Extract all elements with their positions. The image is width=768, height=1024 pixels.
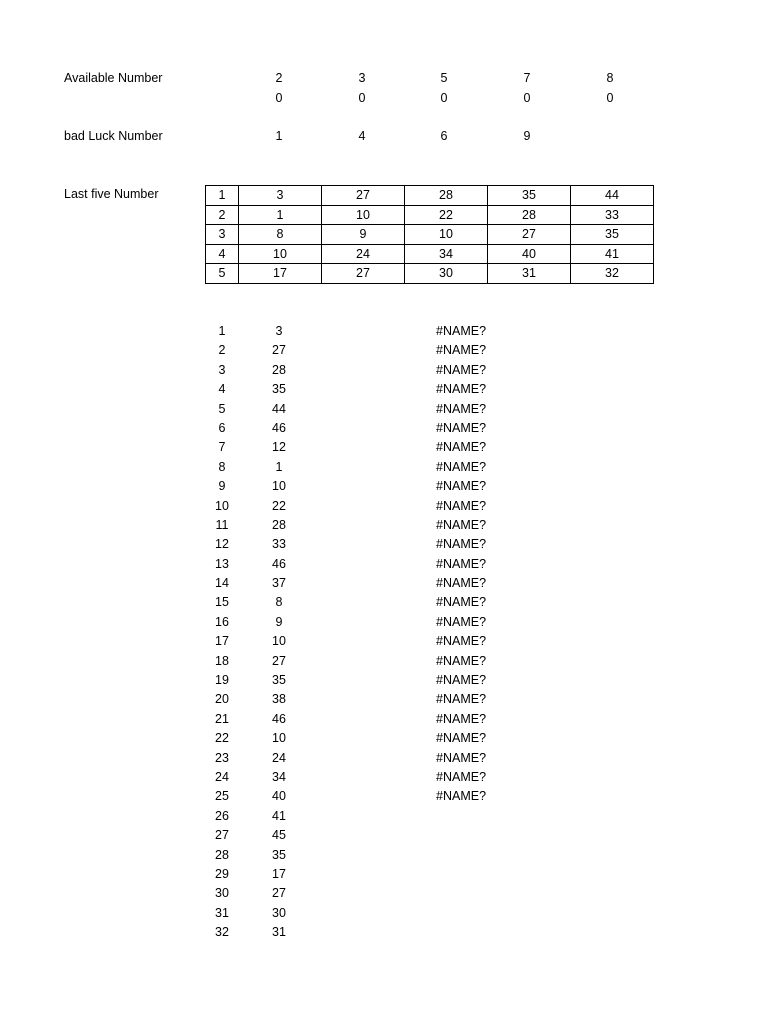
- sequence-index: 28: [215, 847, 229, 862]
- list-item: [200, 846, 500, 865]
- sequence-index: 5: [218, 401, 226, 416]
- sequence-index: 25: [215, 789, 229, 804]
- list-item: [200, 497, 500, 516]
- sequence-value: 28: [272, 362, 286, 377]
- formula-error-cell: #NAME?: [436, 576, 487, 591]
- table-cell: 41: [571, 244, 654, 264]
- sequence-value: 46: [272, 711, 286, 726]
- sequence-value: 27: [272, 886, 286, 901]
- table-cell: 3: [206, 225, 239, 245]
- sequence-index: 18: [215, 653, 229, 668]
- table-cell: 2: [206, 205, 239, 225]
- sequence-index: 11: [215, 517, 229, 532]
- sequence-index: 1: [218, 324, 226, 338]
- sequence-index: 16: [215, 614, 229, 629]
- bad-luck-number-cell: 9: [523, 129, 531, 143]
- table-cell: 17: [239, 264, 322, 284]
- list-item: [200, 749, 500, 768]
- table-cell: 35: [488, 186, 571, 206]
- sequence-value: 24: [272, 750, 286, 765]
- available-number-cell: 5: [440, 71, 448, 85]
- sequence-index: 8: [218, 459, 226, 474]
- table-cell: 24: [322, 244, 405, 264]
- last-five-table: [205, 185, 654, 284]
- table-cell: 9: [322, 225, 405, 245]
- available-number-label: Available Number: [64, 71, 163, 85]
- formula-error-cell: #NAME?: [436, 343, 487, 358]
- sequence-value: 31: [272, 925, 286, 940]
- sequence-index: 13: [215, 556, 229, 571]
- formula-error-cell: #NAME?: [436, 382, 487, 397]
- list-item: [200, 341, 500, 360]
- table-cell: 10: [322, 205, 405, 225]
- table-cell: 35: [571, 225, 654, 245]
- formula-error-cell: #NAME?: [436, 401, 487, 416]
- last-five-number-label: Last five Number: [64, 187, 159, 201]
- sequence-value: 17: [272, 866, 286, 881]
- sequence-value: 37: [272, 576, 286, 591]
- sequence-value: 35: [272, 673, 286, 688]
- bad-luck-number-cell: 1: [275, 129, 283, 143]
- table-cell: 5: [206, 264, 239, 284]
- sequence-index: 12: [215, 537, 229, 552]
- table-cell: 34: [405, 244, 488, 264]
- list-item: [200, 380, 500, 399]
- list-item: [200, 477, 500, 496]
- sequence-value: 27: [272, 343, 286, 358]
- sequence-value: 35: [272, 382, 286, 397]
- sequence-value: 9: [275, 614, 283, 629]
- list-item: [200, 516, 500, 535]
- formula-error-cell: #NAME?: [436, 479, 487, 494]
- table-row: [206, 225, 654, 245]
- table-cell: 31: [488, 264, 571, 284]
- formula-error-cell: #NAME?: [436, 440, 487, 455]
- list-item: [200, 826, 500, 845]
- sequence-value: 27: [272, 653, 286, 668]
- sequence-value: 35: [272, 847, 286, 862]
- table-cell: 27: [322, 264, 405, 284]
- sequence-value: 45: [272, 828, 286, 843]
- list-item: [200, 807, 500, 826]
- list-item: [200, 438, 500, 457]
- table-row: [206, 244, 654, 264]
- bad-luck-number-label: bad Luck Number: [64, 129, 163, 143]
- list-item: [200, 555, 500, 574]
- available-count-cell: 0: [606, 91, 614, 105]
- sequence-value: 12: [272, 440, 286, 455]
- sequence-value: 22: [272, 498, 286, 513]
- sequence-index: 17: [215, 634, 229, 649]
- list-item: [200, 865, 500, 884]
- table-row: [206, 264, 654, 284]
- sequence-value: 28: [272, 517, 286, 532]
- formula-error-cell: #NAME?: [436, 498, 487, 513]
- formula-error-cell: #NAME?: [436, 789, 487, 804]
- table-row: [206, 186, 654, 206]
- table-cell: 27: [488, 225, 571, 245]
- formula-error-cell: #NAME?: [436, 750, 487, 765]
- table-cell: 27: [322, 186, 405, 206]
- table-cell: 32: [571, 264, 654, 284]
- sequence-value: 46: [272, 556, 286, 571]
- formula-error-cell: #NAME?: [436, 362, 487, 377]
- sequence-index: 4: [218, 382, 226, 397]
- sequence-value: 40: [272, 789, 286, 804]
- available-count-cell: 0: [523, 91, 531, 105]
- formula-error-cell: #NAME?: [436, 324, 487, 338]
- sequence-index: 32: [215, 925, 229, 940]
- formula-error-cell: #NAME?: [436, 459, 487, 474]
- sequence-index: 3: [218, 362, 226, 377]
- formula-error-cell: #NAME?: [436, 769, 487, 784]
- formula-error-cell: #NAME?: [436, 537, 487, 552]
- sequence-index: 10: [215, 498, 229, 513]
- table-cell: 28: [405, 186, 488, 206]
- formula-error-cell: #NAME?: [436, 711, 487, 726]
- sequence-value: 34: [272, 769, 286, 784]
- available-number-cell: 3: [358, 71, 366, 85]
- list-item: [200, 535, 500, 554]
- sequence-value: 41: [272, 808, 286, 823]
- sequence-index: 27: [215, 828, 229, 843]
- available-number-cell: 7: [523, 71, 531, 85]
- list-item: [200, 710, 500, 729]
- table-cell: 33: [571, 205, 654, 225]
- sequence-index: 26: [215, 808, 229, 823]
- formula-error-cell: #NAME?: [436, 731, 487, 746]
- sequence-index: 2: [218, 343, 226, 358]
- table-cell: 4: [206, 244, 239, 264]
- sequence-index: 14: [215, 576, 229, 591]
- list-item: [200, 361, 500, 380]
- formula-error-cell: #NAME?: [436, 692, 487, 707]
- sequence-index: 6: [218, 420, 226, 435]
- list-item: [200, 593, 500, 612]
- table-cell: 1: [206, 186, 239, 206]
- table-cell: 22: [405, 205, 488, 225]
- formula-error-cell: #NAME?: [436, 517, 487, 532]
- table-cell: 8: [239, 225, 322, 245]
- sequence-index: 24: [215, 769, 229, 784]
- list-item: [200, 400, 500, 419]
- sequence-value: 8: [275, 595, 283, 610]
- table-cell: 44: [571, 186, 654, 206]
- sequence-index: 22: [215, 731, 229, 746]
- sequence-value: 10: [272, 634, 286, 649]
- formula-error-cell: #NAME?: [436, 653, 487, 668]
- formula-error-cell: #NAME?: [436, 420, 487, 435]
- sequence-index: 29: [215, 866, 229, 881]
- sequence-index: 30: [215, 886, 229, 901]
- bad-luck-number-cell: 4: [358, 129, 366, 143]
- formula-error-cell: #NAME?: [436, 673, 487, 688]
- list-item: [200, 690, 500, 709]
- table-cell: 10: [405, 225, 488, 245]
- list-item: [200, 884, 500, 903]
- sequence-value: 30: [272, 905, 286, 920]
- list-item: [200, 419, 500, 438]
- table-cell: 30: [405, 264, 488, 284]
- available-count-cell: 0: [275, 91, 283, 105]
- sequence-value: 10: [272, 479, 286, 494]
- list-item: [200, 729, 500, 748]
- table-row: [206, 205, 654, 225]
- list-item: [200, 787, 500, 806]
- list-item: [200, 632, 500, 651]
- list-item: [200, 613, 500, 632]
- formula-error-cell: #NAME?: [436, 595, 487, 610]
- list-item: [200, 671, 500, 690]
- sequence-index: 7: [218, 440, 226, 455]
- available-count-cell: 0: [358, 91, 366, 105]
- sequence-value: 38: [272, 692, 286, 707]
- list-item: [200, 458, 500, 477]
- table-cell: 40: [488, 244, 571, 264]
- sequence-value: 44: [272, 401, 286, 416]
- sequence-value: 3: [275, 324, 283, 338]
- sequence-value: 46: [272, 420, 286, 435]
- available-count-cell: 0: [440, 91, 448, 105]
- sequence-index: 23: [215, 750, 229, 765]
- available-number-cell: 2: [275, 71, 283, 85]
- sequence-index: 15: [215, 595, 229, 610]
- sequence-index: 20: [215, 692, 229, 707]
- list-item: [200, 322, 500, 341]
- list-item: [200, 923, 500, 942]
- sequence-index: 9: [218, 479, 226, 494]
- available-number-cell: 8: [606, 71, 614, 85]
- sequence-index: 21: [215, 711, 229, 726]
- number-sequence-list: [200, 322, 500, 943]
- sequence-index: 31: [215, 905, 229, 920]
- list-item: [200, 574, 500, 593]
- formula-error-cell: #NAME?: [436, 634, 487, 649]
- sequence-value: 10: [272, 731, 286, 746]
- list-item: [200, 652, 500, 671]
- table-cell: 1: [239, 205, 322, 225]
- table-cell: 10: [239, 244, 322, 264]
- list-item: [200, 904, 500, 923]
- bad-luck-number-cell: 6: [440, 129, 448, 143]
- list-item: [200, 768, 500, 787]
- sequence-value: 1: [275, 459, 283, 474]
- sequence-index: 19: [215, 673, 229, 688]
- formula-error-cell: #NAME?: [436, 556, 487, 571]
- sequence-value: 33: [272, 537, 286, 552]
- table-cell: 28: [488, 205, 571, 225]
- table-cell: 3: [239, 186, 322, 206]
- formula-error-cell: #NAME?: [436, 614, 487, 629]
